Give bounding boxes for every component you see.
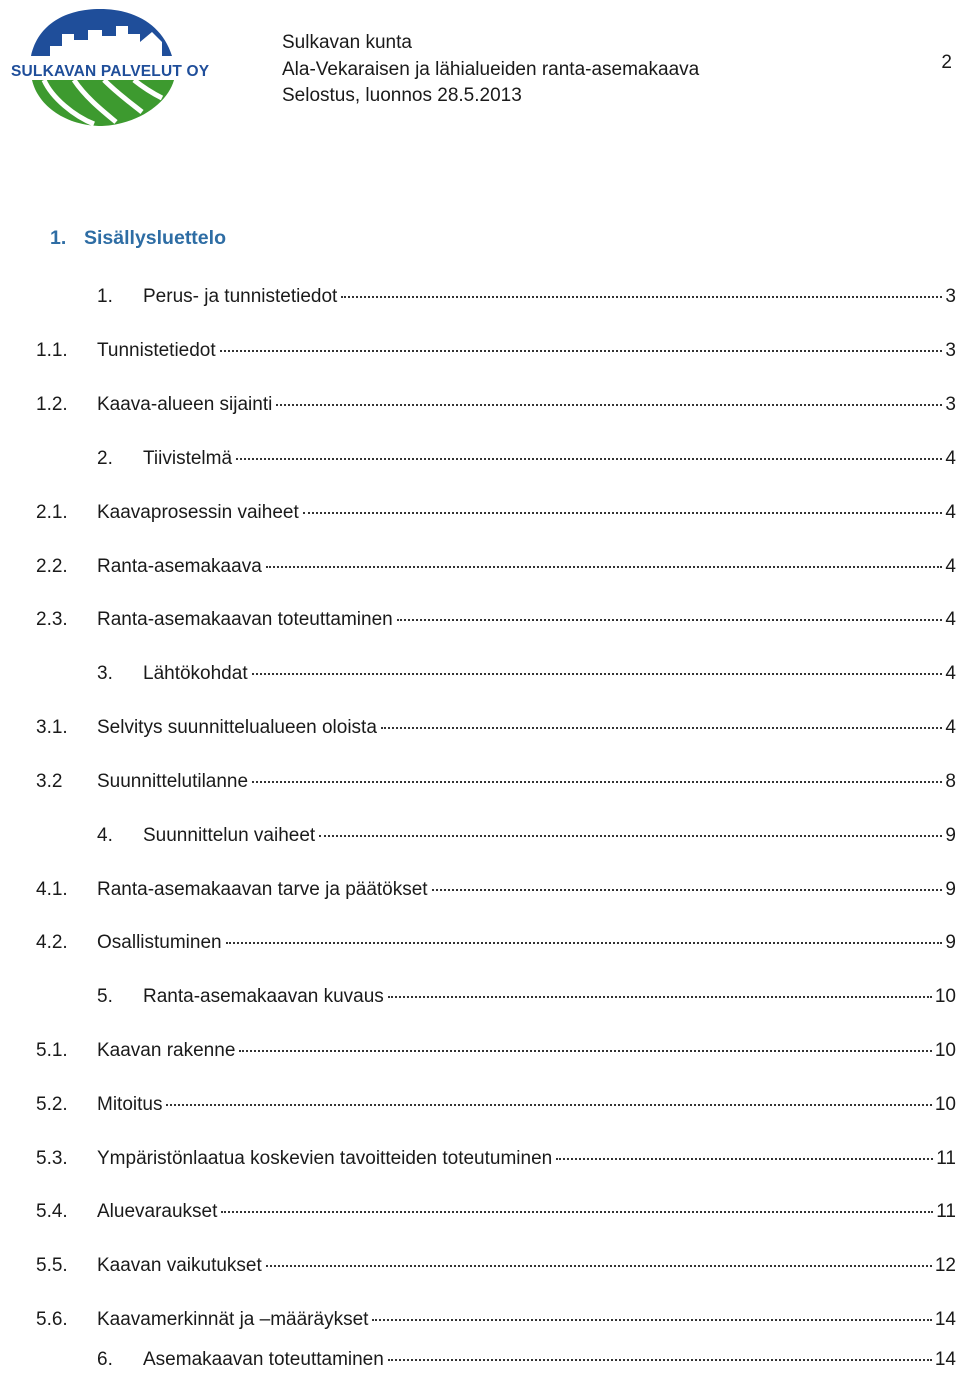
- toc-leader-dots: [432, 870, 943, 891]
- toc-entry-page: 4: [945, 717, 956, 738]
- toc-entry-title: Ranta-asemakaavan toteuttaminen: [97, 609, 393, 630]
- toc-entry-page: 10: [934, 986, 956, 1007]
- toc-entry-title: Tunnistetiedot: [97, 340, 216, 361]
- toc-entry-page: 3: [945, 340, 956, 361]
- toc-entry-number: 2.1.: [36, 502, 68, 523]
- toc-leader-dots: [221, 1192, 933, 1213]
- toc-entry-number: 1.: [97, 286, 113, 307]
- toc-entry[interactable]: [36, 981, 956, 1007]
- toc-entry[interactable]: [36, 712, 956, 738]
- toc-entry-number: 5.: [97, 986, 113, 1007]
- toc-leader-dots: [556, 1139, 933, 1160]
- toc-leader-dots: [252, 654, 943, 675]
- toc-entry[interactable]: [36, 1143, 956, 1169]
- toc-entry[interactable]: [36, 927, 956, 953]
- toc-heading: [50, 227, 226, 250]
- toc-entry-number: 5.3.: [36, 1148, 68, 1169]
- toc-entry-page: 4: [945, 609, 956, 630]
- toc-entry-page: 4: [945, 663, 956, 684]
- toc-entry-title: Ranta-asemakaava: [97, 556, 262, 577]
- toc-entry-number: 3.: [97, 663, 113, 684]
- toc-entry-page: 10: [934, 1094, 956, 1115]
- toc-leader-dots: [276, 385, 942, 406]
- toc-entry[interactable]: [36, 1089, 956, 1115]
- toc-entry[interactable]: [36, 443, 956, 469]
- toc-entry[interactable]: [36, 281, 956, 307]
- toc-entry[interactable]: [36, 1250, 956, 1276]
- toc-leader-dots: [372, 1300, 931, 1321]
- toc-entry-title: Selvitys suunnittelualueen oloista: [97, 717, 377, 738]
- toc-heading-number: 1.: [50, 227, 67, 249]
- toc-entry[interactable]: [36, 1344, 956, 1370]
- toc-entry-page: 11: [936, 1201, 956, 1222]
- toc-entry-number: 5.2.: [36, 1094, 68, 1115]
- toc-entry-title: Ranta-asemakaavan tarve ja päätökset: [97, 879, 428, 900]
- toc-entry[interactable]: [36, 551, 956, 577]
- toc-entry-number: 2.: [97, 448, 113, 469]
- toc-entry-title: Aluevaraukset: [97, 1201, 218, 1222]
- toc-entry[interactable]: [36, 658, 956, 684]
- toc-entry[interactable]: [36, 874, 956, 900]
- toc-entry-title: Ympäristönlaatua koskevien tavoitteiden toteutuminen: [97, 1148, 553, 1169]
- toc-leader-dots: [166, 1085, 931, 1106]
- logo-text: SULKAVAN PALVELUT OY: [11, 63, 210, 80]
- toc-entry[interactable]: [36, 820, 956, 846]
- toc-entry-page: 9: [945, 825, 956, 846]
- toc-entry[interactable]: [36, 1196, 956, 1222]
- toc-entry-number: 1.2.: [36, 394, 68, 415]
- page-number: 2: [941, 52, 952, 73]
- toc-leader-dots: [252, 762, 942, 783]
- toc-entry-title: Kaavamerkinnät ja –määräykset: [97, 1309, 369, 1330]
- toc-entry-number: 3.2: [36, 771, 63, 792]
- toc-entry-page: 4: [945, 556, 956, 577]
- toc-entry-page: 8: [945, 771, 956, 792]
- toc-entry-number: 2.3.: [36, 609, 68, 630]
- toc-leader-dots: [236, 439, 942, 460]
- toc-entry-title: Kaavan rakenne: [97, 1040, 236, 1061]
- toc-entry-page: 14: [934, 1309, 956, 1330]
- toc-entry-title: Osallistuminen: [97, 932, 222, 953]
- toc-entry-title: Tiivistelmä: [143, 448, 233, 469]
- toc-leader-dots: [266, 547, 943, 568]
- toc-entry-page: 10: [934, 1040, 956, 1061]
- toc-entry-number: 5.6.: [36, 1309, 68, 1330]
- toc-leader-dots: [388, 977, 932, 998]
- toc-leader-dots: [266, 1246, 932, 1267]
- header-municipality: Sulkavan kunta: [282, 32, 412, 53]
- toc-entry-number: 4.2.: [36, 932, 68, 953]
- company-logo: [4, 6, 210, 130]
- toc-entry-page: 3: [945, 394, 956, 415]
- toc-entry-title: Mitoitus: [97, 1094, 163, 1115]
- toc-entry-number: 3.1.: [36, 717, 68, 738]
- toc-entry-page: 14: [934, 1349, 956, 1370]
- toc-entry-number: 4.: [97, 825, 113, 846]
- toc-entry[interactable]: [36, 389, 956, 415]
- toc-leader-dots: [388, 1340, 932, 1361]
- toc-entry[interactable]: [36, 604, 956, 630]
- header-document-status: Selostus, luonnos 28.5.2013: [282, 85, 522, 106]
- toc-entry-number: 1.1.: [36, 340, 68, 361]
- toc-entry-number: 5.1.: [36, 1040, 68, 1061]
- toc-entry[interactable]: [36, 766, 956, 792]
- toc-entry-page: 12: [934, 1255, 956, 1276]
- document-header: [282, 30, 699, 110]
- toc-entry[interactable]: [36, 1035, 956, 1061]
- toc-entry-page: 11: [936, 1148, 956, 1169]
- toc-entry-number: 2.2.: [36, 556, 68, 577]
- toc-entry-title: Kaavan vaikutukset: [97, 1255, 262, 1276]
- toc-entry-number: 5.5.: [36, 1255, 68, 1276]
- toc-leader-dots: [226, 923, 943, 944]
- toc-entry-number: 5.4.: [36, 1201, 68, 1222]
- toc-entry-page: 4: [945, 502, 956, 523]
- toc-entry-title: Suunnittelun vaiheet: [143, 825, 316, 846]
- toc-leader-dots: [381, 708, 943, 729]
- toc-entry-page: 4: [945, 448, 956, 469]
- toc-entry-page: 9: [945, 932, 956, 953]
- toc-entry[interactable]: [36, 497, 956, 523]
- toc-entry-title: Suunnittelutilanne: [97, 771, 249, 792]
- toc-entry-number: 4.1.: [36, 879, 68, 900]
- toc-entry-title: Perus- ja tunnistetiedot: [143, 286, 338, 307]
- toc-entry-title: Lähtökohdat: [143, 663, 248, 684]
- toc-leader-dots: [239, 1031, 931, 1052]
- toc-leader-dots: [303, 493, 943, 514]
- toc-entry-page: 3: [945, 286, 956, 307]
- toc-entry-title: Asemakaavan toteuttaminen: [143, 1349, 384, 1370]
- toc-leader-dots: [397, 600, 943, 621]
- toc-entry-page: 9: [945, 879, 956, 900]
- toc-entry-title: Kaava-alueen sijainti: [97, 394, 273, 415]
- toc-entry[interactable]: [36, 1304, 956, 1330]
- toc-entry-title: Ranta-asemakaavan kuvaus: [143, 986, 384, 1007]
- toc-leader-dots: [341, 277, 942, 298]
- header-plan-name: Ala-Vekaraisen ja lähialueiden ranta-asemakaava: [282, 58, 700, 80]
- toc-heading-title: Sisällysluettelo: [84, 227, 226, 249]
- toc-entry-number: 6.: [97, 1349, 113, 1370]
- toc-entry-title: Kaavaprosessin vaiheet: [97, 502, 299, 523]
- toc-entry[interactable]: [36, 335, 956, 361]
- toc-leader-dots: [319, 816, 942, 837]
- toc-leader-dots: [220, 331, 943, 352]
